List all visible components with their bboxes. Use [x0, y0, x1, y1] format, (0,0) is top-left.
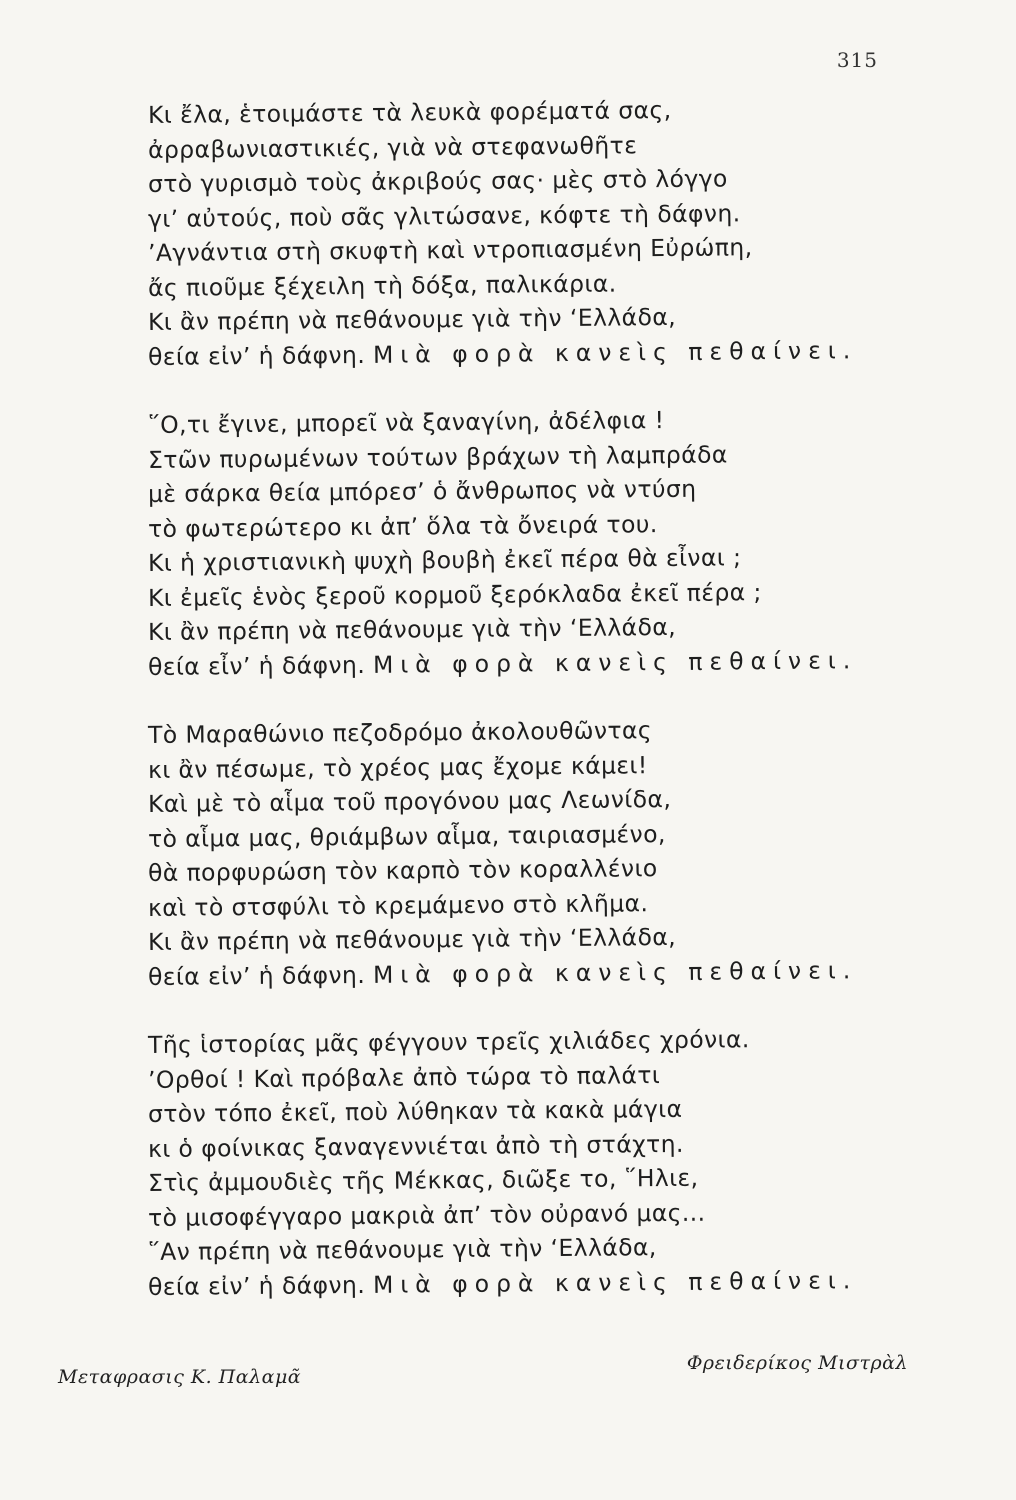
- refrain-start: θεία εἰν’ ἡ δάφνη.: [147, 340, 366, 371]
- poem-line: Στῶν πυρωμένων τούτων βράχων τὴ λαμπράδα: [147, 439, 728, 474]
- refrain-start: θεία εἶν’ ἡ δάφνη.: [147, 650, 366, 681]
- poem-line: ἄς πιοῦμε ξέχειλη τὴ δόξα, παλικάρια.: [147, 269, 617, 302]
- poem-line: ἀρραβωνιαστικιές, γιὰ νὰ στεφανωθῆτε: [147, 130, 638, 164]
- poem-line: κι ὁ φοίνικας ξαναγεννιέται ἀπὸ τὴ στάχτη.: [147, 1129, 684, 1163]
- poem-line: Κι ἂν πρέπη νὰ πεθάνουμε γιὰ τὴν ‘Ελλάδα,: [147, 302, 677, 336]
- refrain-start: θεία εἰν’ ἡ δάφνη.: [147, 960, 366, 991]
- poem-line: Κι ἔλα, ἑτοιμάστε τὰ λευκὰ φορέματά σας,: [147, 95, 672, 129]
- poem-line: Κι ἂν πρέπη νὰ πεθάνουμε γιὰ τὴν ‘Ελλάδα,: [147, 612, 677, 646]
- poem-line: κι ἂν πέσωμε, τὸ χρέος μας ἔχομε κάμει!: [147, 750, 648, 784]
- poem-line: καὶ τὸ στσφύλι τὸ κρεμάμενο στὸ κλῆμα.: [147, 888, 649, 922]
- refrain-line: [148, 332, 928, 374]
- poem-line: γι’ αὐτούς, ποὺ σᾶς γλιτώσανε, κόφτε τὴ δάφνη.: [147, 198, 741, 233]
- page-number: 315: [836, 48, 878, 72]
- refrain-end: Μιὰ φορὰ κανεὶς πεθαίνει.: [372, 645, 858, 679]
- refrain-end: Μιὰ φορὰ κανεὶς πεθαίνει.: [372, 1265, 858, 1299]
- poem-line: ῞Ο,τι ἔγινε, μπορεῖ νὰ ξαναγίνη, ἀδέλφια !: [147, 406, 665, 439]
- stanza-4: [147, 1025, 928, 1304]
- stanza-1: [147, 95, 928, 374]
- refrain-line: [148, 642, 928, 684]
- poem-line: Κι ἡ χριστιανικὴ ψυχὴ βουβὴ ἐκεῖ πέρα θὰ εἶναι ;: [147, 543, 742, 577]
- refrain-start: θεία εἰν’ ἡ δάφνη.: [147, 1270, 366, 1301]
- refrain-end: Μιὰ φορὰ κανεὶς πεθαίνει.: [372, 955, 858, 989]
- stanza-2: [148, 408, 928, 684]
- stanza-3: [148, 718, 928, 994]
- poem-line: ’Αγνάντια στὴ σκυφτὴ καὶ ντροπιασμένη Εὐρώπη,: [147, 233, 753, 267]
- poem-line: Κι ἂν πρέπη νὰ πεθάνουμε γιὰ τὴν ‘Ελλάδα,: [147, 922, 677, 956]
- poem-line: στὸ γυρισμὸ τοὺς ἀκριβούς σας· μὲς στὸ λόγγο: [147, 164, 728, 198]
- poem: [147, 95, 928, 1338]
- poem-line: ’Ορθοί ! Καὶ πρόβαλε ἀπὸ τώρα τὸ παλάτι: [147, 1060, 661, 1094]
- poem-line: Τὸ Μαραθώνιο πεζοδρόμο ἀκολουθῶντας: [147, 716, 653, 749]
- poem-line: Στὶς ἀμμουδιὲς τῆς Μέκκας, διῶξε το, ῞Ηλιε,: [147, 1163, 699, 1197]
- poem-line: τὸ φωτερώτερο κι ἀπ’ ὅλα τὰ ὄνειρά του.: [147, 509, 658, 543]
- refrain-end: Μιὰ φορὰ κανεὶς πεθαίνει.: [372, 335, 858, 369]
- poem-line: τὸ αἷμα μας, θριάμβων αἷμα, ταιριασμένο,: [147, 819, 666, 853]
- translator-credit: Μεταφρασις Κ. Παλαμᾶ: [58, 1366, 302, 1388]
- poem-line: θὰ πορφυρώση τὸν καρπὸ τὸν κοραλλένιο: [147, 854, 658, 887]
- poem-line: Κι ἐμεῖς ἑνὸς ξεροῦ κορμοῦ ξερόκλαδα ἐκεῖ πέρα ;: [147, 577, 762, 612]
- refrain-line: [148, 952, 928, 994]
- refrain-line: [148, 1262, 928, 1304]
- author-credit: Φρειδερίκος Μιστρὰλ: [686, 1352, 908, 1374]
- poem-line: τὸ μισοφέγγαρο μακριὰ ἀπ’ τὸν οὐρανό μας...: [147, 1198, 706, 1232]
- poem-line: ῞Αν πρέπη νὰ πεθάνουμε γιὰ τὴν ‘Ελλάδα,: [147, 1233, 657, 1266]
- poem-line: Τῆς ἱστορίας μᾶς φέγγουν τρεῖς χιλιάδες χρόνια.: [147, 1025, 750, 1059]
- poem-line: Καὶ μὲ τὸ αἷμα τοῦ προγόνου μας Λεωνίδα,: [147, 784, 672, 818]
- poem-line: στὸν τόπο ἐκεῖ, ποὺ λύθηκαν τὰ κακὰ μάγια: [147, 1094, 683, 1128]
- poem-line: μὲ σάρκα θεία μπόρεσ’ ὁ ἄνθρωπος νὰ ντύση: [147, 474, 697, 508]
